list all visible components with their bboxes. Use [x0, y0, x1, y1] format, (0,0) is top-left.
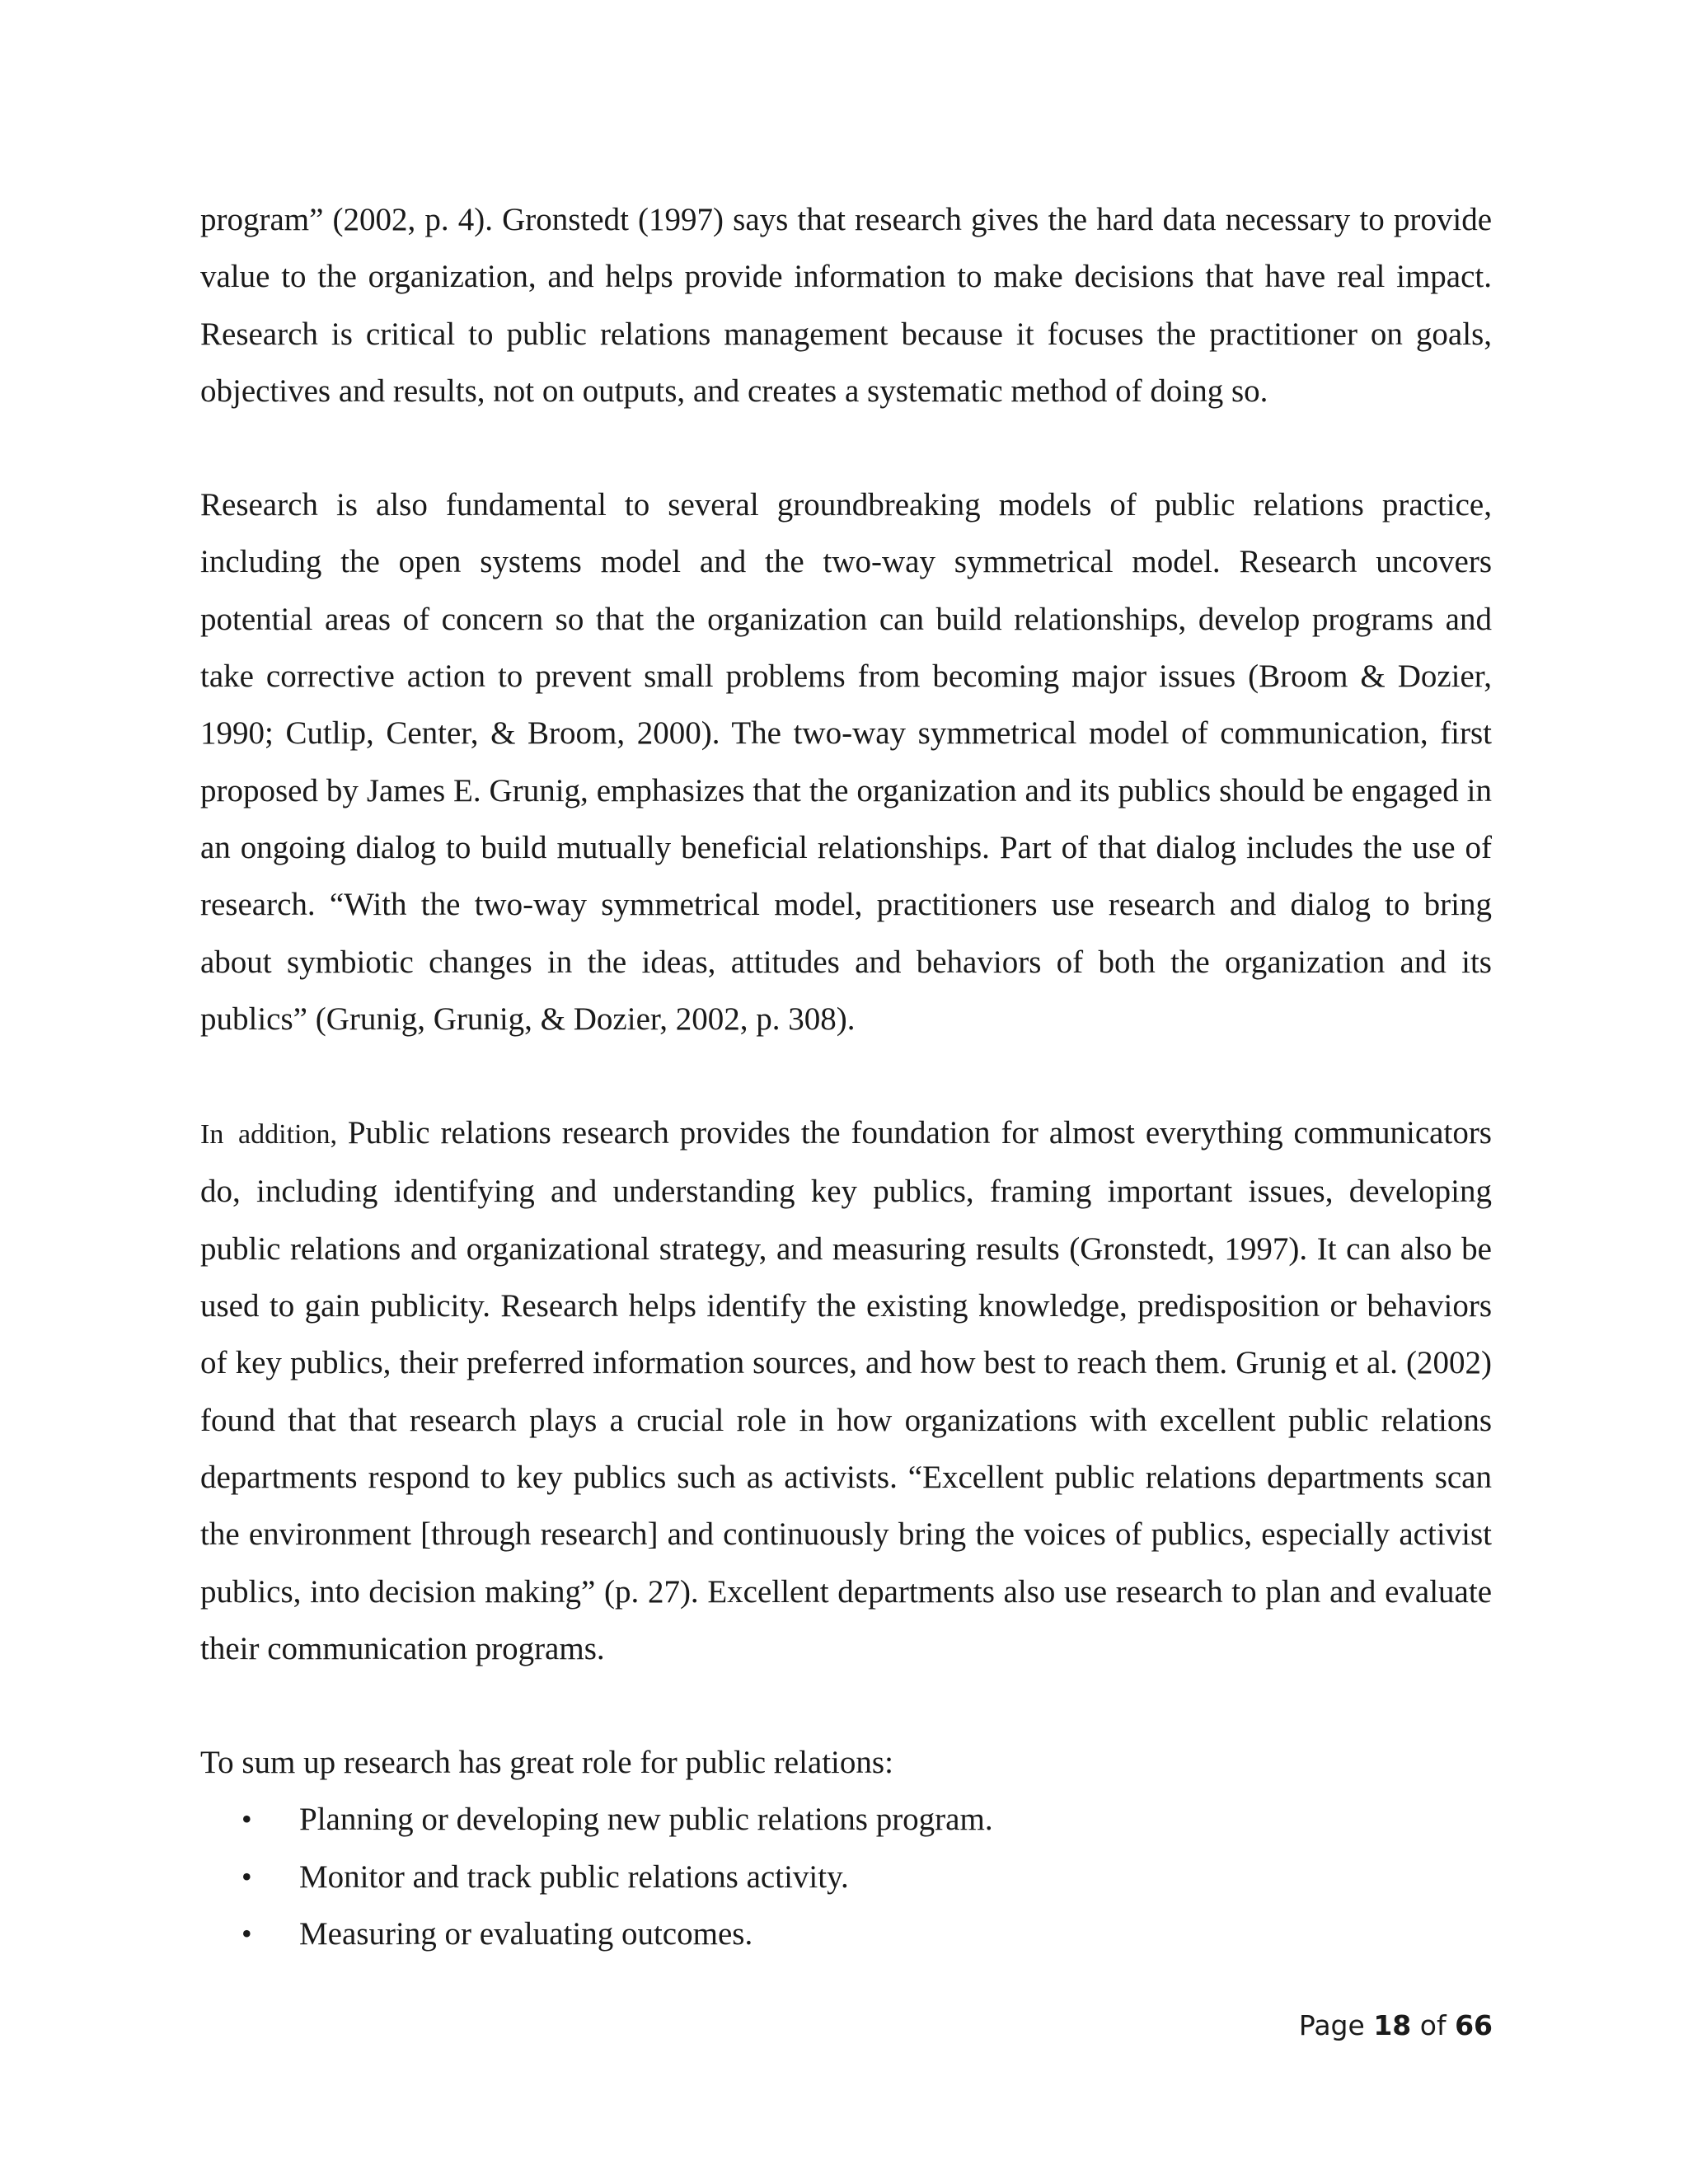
- of-label: of: [1419, 2009, 1447, 2041]
- list-item-text: Monitor and track public relations activity.: [299, 1858, 849, 1895]
- summary-intro: To sum up research has great role for public relations:: [200, 1745, 893, 1781]
- page-number-footer: [1299, 2009, 1493, 2041]
- current-page-number: 18: [1373, 2009, 1412, 2041]
- list-item: [200, 1905, 1492, 1962]
- paragraph-1: program” (2002, p. 4). Gronstedt (1997) says that research gives the hard data necessary to provide value to the organization, and helps provide information to make decisions that have real impact. Research is critical to public relations management because it focuses the practitioner on goals, objectives and results, not on outputs, and creates a systematic method of doing so.: [200, 202, 1492, 409]
- bullet-icon: •: [241, 1802, 252, 1836]
- list-item: [200, 1791, 1492, 1848]
- page-label: Page: [1298, 2009, 1365, 2041]
- list-item-text: Measuring or evaluating outcomes.: [299, 1916, 753, 1952]
- summary-list: [200, 1791, 1492, 1962]
- list-item-text: Planning or developing new public relations program.: [299, 1802, 993, 1838]
- bullet-icon: •: [241, 1859, 252, 1893]
- paragraph-spacer: [200, 1677, 1492, 1734]
- document-body: [200, 191, 1492, 1962]
- list-item: [200, 1849, 1492, 1905]
- paragraph-spacer: [200, 419, 1492, 476]
- bullet-icon: •: [241, 1917, 252, 1951]
- paragraph-3-body: Public relations research provides the foundation for almost everything communicators do, including identifying and understanding key publics, framing important issues, developing public relations and organizational strategy, and measuring results (Gronstedt, 1997). It can also be used to gain publicity. Research helps identify the existing knowledge, predisposition or behaviors of key publics, their preferred information sources, and how best to reach them. Grunig et al. (2002) found that that research plays a crucial role in how organizations with excellent public relations departments respond to key publics such as activists. “Excellent public relations departments scan the environment [through research] and continuously bring the voices of publics, especially activist publics, into decision making” (p. 27). Excellent departments also use research to plan and evaluate their communication programs.: [200, 1115, 1492, 1666]
- paragraph-3-lead: In addition,: [200, 1119, 337, 1151]
- total-pages-number: 66: [1455, 2009, 1493, 2041]
- paragraph-spacer: [200, 1047, 1492, 1104]
- paragraph-3: [200, 1104, 1492, 1677]
- paragraph-2: Research is also fundamental to several groundbreaking models of public relations practice, including the open systems model and the two-way symmetrical model. Research uncovers potential areas of concern so that the organization can build relationships, develop programs and take corrective action to prevent small problems from becoming major issues (Broom & Dozier, 1990; Cutlip, Center, & Broom, 2000). The two-way symmetrical model of communication, first proposed by James E. Grunig, emphasizes that the organization and its publics should be engaged in an ongoing dialog to build mutually beneficial relationships. Part of that dialog includes the use of research. “With the two-way symmetrical model, practitioners use research and dialog to bring about symbiotic changes in the ideas, attitudes and behaviors of both the organization and its publics” (Grunig, Grunig, & Dozier, 2002, p. 308).: [200, 487, 1492, 1037]
